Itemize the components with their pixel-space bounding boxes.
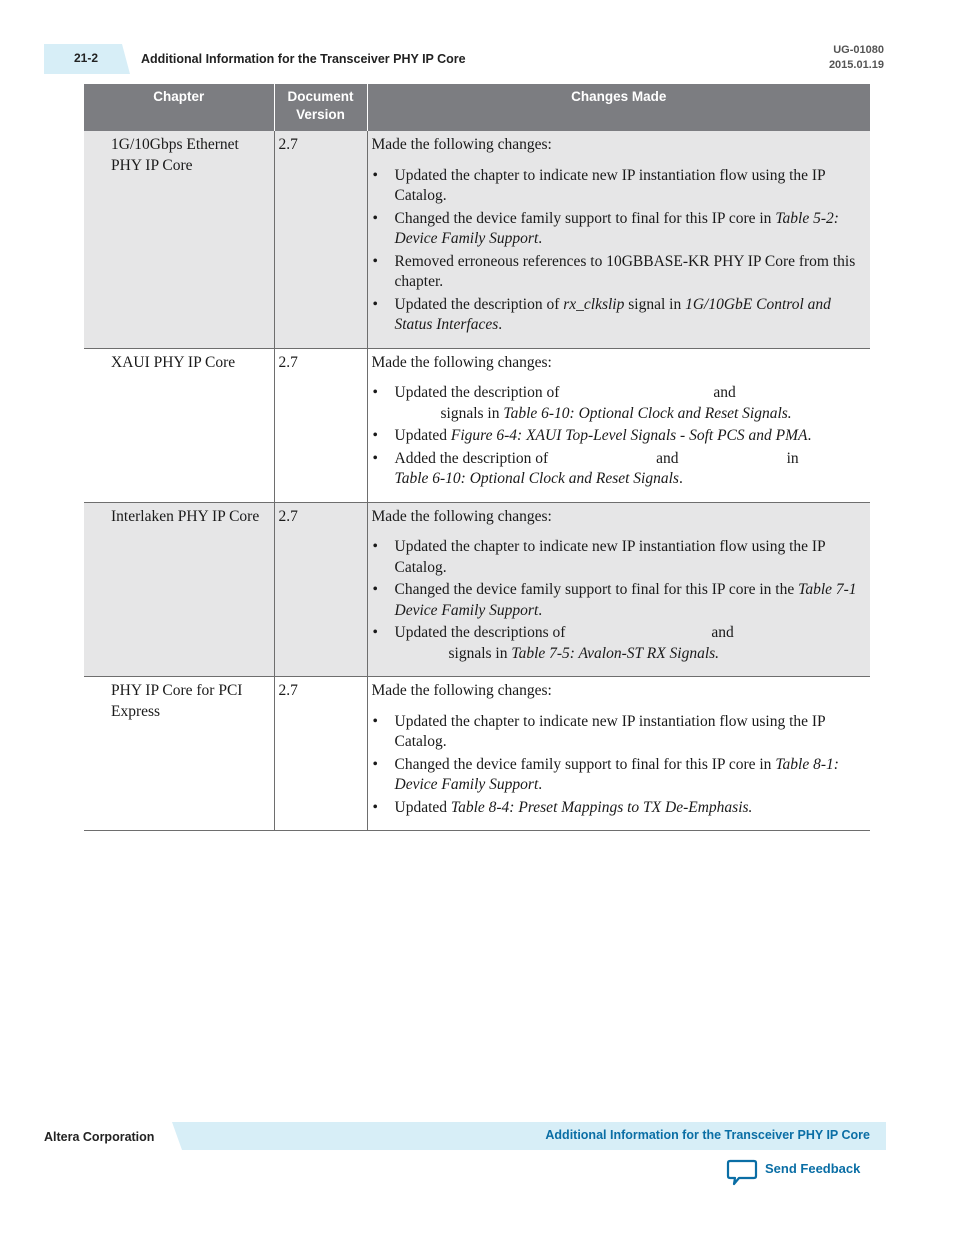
table-header-row: [84, 84, 870, 131]
list-item: • Updated the description of and signals in Table 6-10: Optional Clock and Reset Signals.: [372, 383, 859, 424]
changes-cell: [367, 502, 870, 677]
list-item: • Removed erroneous references to 10GBBASE-KR PHY IP Core from this chapter.: [372, 252, 859, 293]
version-cell: 2.7: [274, 502, 367, 677]
list-item: • Changed the device family support to final for this IP core in Table 8-1: Device Family Support.: [372, 755, 859, 796]
table-reference: Table 7-1 Device Family Support: [394, 581, 857, 619]
page-number: 21-2: [74, 51, 99, 65]
changes-list: [372, 712, 859, 819]
document-date: 2015.01.19: [828, 59, 884, 71]
table-row: [84, 502, 870, 677]
figure-reference: Figure 6-4: XAUI Top-Level Signals - Soft PCS and PMA: [450, 427, 808, 444]
document-id: UG-01080: [833, 44, 884, 56]
table-reference: Table 6-10: Optional Clock and Reset Signals.: [503, 404, 792, 422]
changes-intro: Made the following changes:: [371, 507, 552, 525]
column-header-chapter: Chapter: [84, 84, 274, 131]
list-item: • Updated Table 8-4: Preset Mappings to TX De-Emphasis.: [372, 798, 859, 819]
changes-list: [372, 537, 859, 664]
column-header-document-version: Document Version: [274, 84, 367, 131]
table-row: [84, 348, 870, 502]
chapter-cell: 1G/10Gbps Ethernet PHY IP Core: [84, 131, 274, 348]
version-cell: 2.7: [274, 677, 367, 831]
chapter-cell: Interlaken PHY IP Core: [84, 502, 274, 677]
changes-intro: Made the following changes:: [371, 353, 552, 371]
list-item: • Added the description of and in Table 6-10: Optional Clock and Reset Signals.: [372, 449, 859, 490]
changes-cell: [367, 348, 870, 502]
changes-list: [372, 383, 859, 490]
table-reference: Table 8-4: Preset Mappings to TX De-Emphasis.: [450, 798, 753, 816]
table-reference: Table 8-1: Device Family Support: [394, 755, 839, 793]
table-reference: Table 6-10: Optional Clock and Reset Signals: [394, 470, 679, 487]
speech-bubble-icon[interactable]: [726, 1158, 758, 1188]
column-header-changes-made: Changes Made: [367, 84, 870, 131]
changes-list: [372, 166, 859, 336]
table-row: [84, 677, 870, 831]
chapter-cell: XAUI PHY IP Core: [84, 348, 274, 502]
list-item: • Updated the description of rx_clkslip signal in 1G/10GbE Control and Status Interfaces.: [372, 295, 859, 336]
list-item: • Changed the device family support to final for this IP core in Table 5-2: Device Family Support.: [372, 209, 859, 250]
changes-intro: Made the following changes:: [371, 682, 552, 699]
changes-cell: [367, 677, 870, 831]
table-row: [84, 131, 870, 348]
version-cell: 2.7: [274, 348, 367, 502]
revision-history-table: [84, 84, 870, 831]
changes-intro: Made the following changes:: [371, 136, 552, 153]
changes-cell: [367, 131, 870, 348]
footer-title-link[interactable]: Additional Information for the Transceiver PHY IP Core: [545, 1128, 870, 1142]
send-feedback-link[interactable]: Send Feedback: [765, 1161, 861, 1176]
list-item: • Updated Figure 6-4: XAUI Top-Level Signals - Soft PCS and PMA.: [372, 426, 859, 447]
list-item: • Updated the chapter to indicate new IP instantiation flow using the IP Catalog.: [372, 166, 859, 207]
signal-name: rx_clkslip: [563, 295, 625, 313]
section-reference: 1G/10GbE Control and Status Interfaces: [394, 295, 831, 333]
document-id-block: [829, 43, 884, 73]
table-reference: Table 5-2: Device Family Support: [394, 209, 839, 247]
chapter-cell: PHY IP Core for PCI Express: [84, 677, 274, 831]
running-header-title: Additional Information for the Transceiver PHY IP Core: [141, 52, 466, 66]
table-reference: Table 7-5: Avalon-ST RX Signals.: [511, 644, 720, 662]
list-item: • Updated the chapter to indicate new IP instantiation flow using the IP Catalog.: [372, 712, 859, 753]
list-item: • Updated the descriptions of and signals in Table 7-5: Avalon-ST RX Signals.: [372, 623, 859, 664]
list-item: • Updated the chapter to indicate new IP instantiation flow using the IP Catalog.: [372, 537, 859, 578]
list-item: • Changed the device family support to final for this IP core in the Table 7-1 Device Family Support.: [372, 580, 859, 621]
footer-company: Altera Corporation: [44, 1130, 155, 1144]
version-cell: 2.7: [274, 131, 367, 348]
